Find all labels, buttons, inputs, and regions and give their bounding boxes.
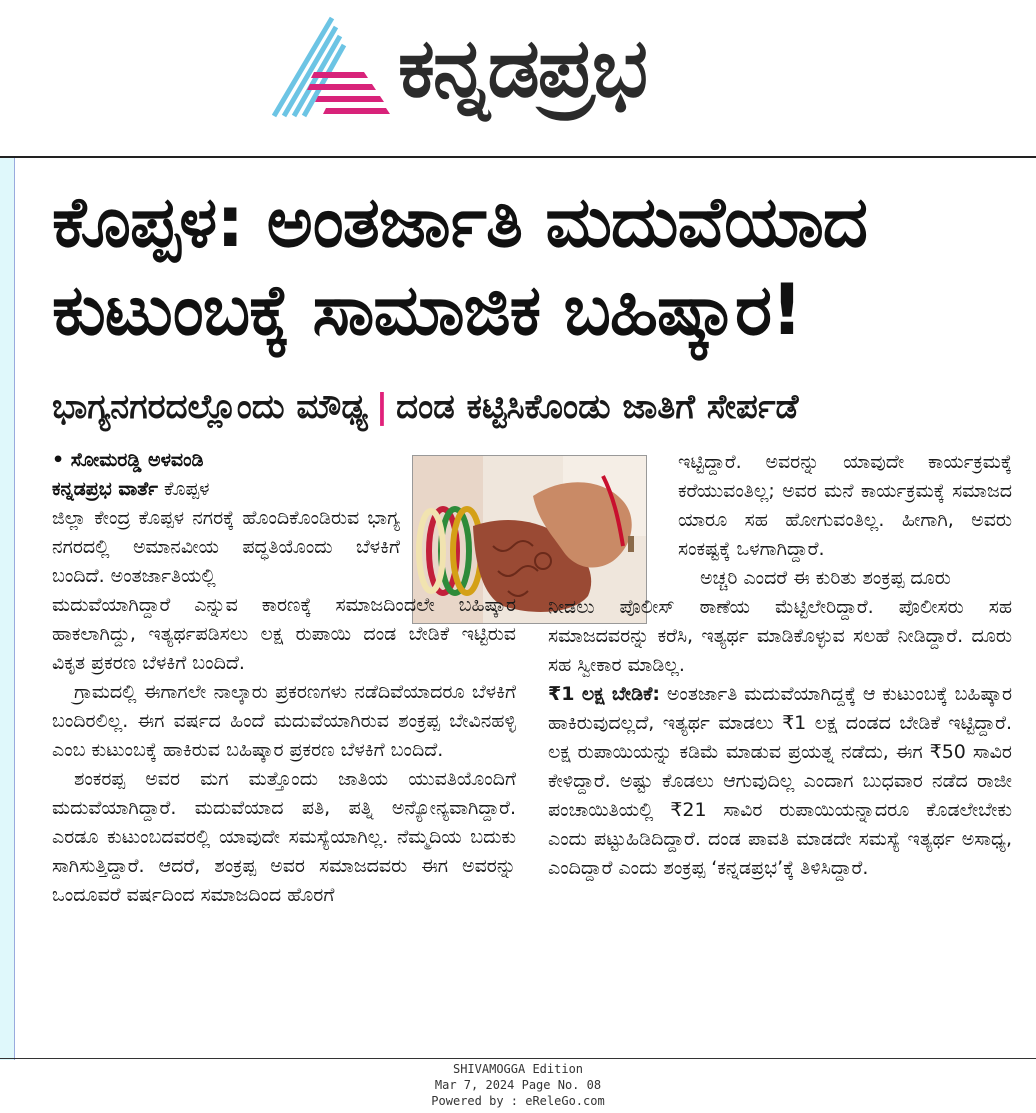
- paragraph-r2-rest: ನೀಡಲು ಪೊಲೀಸ್ ಠಾಣೆಯ ಮೆಟ್ಟಿಲೇರಿದ್ದಾರೆ. ಪೊಲೀಸರು ಸಹ ಸಮಾಜದವರನ್ನು ಕರೆಸಿ, ಇತ್ಯರ್ಥ ಮಾಡಿಕೊಳ್ಳುವ ಸಲಹೆ ನೀಡಿದ್ದಾರೆ. ದೂರು ಸಹ ಸ್ವೀಕಾರ ಮಾಡಿಲ್ಲ.: [548, 596, 1012, 676]
- byline: • ಸೋಮರಡ್ಡಿ ಅಳವಂಡಿ: [52, 449, 204, 471]
- paragraph-2: ಗ್ರಾಮದಲ್ಲಿ ಈಗಾಗಲೇ ನಾಲ್ಕಾರು ಪ್ರಕರಣಗಳು ನಡೆದಿವೆಯಾದರೂ ಬೆಳಕಿಗೆ ಬಂದಿರಲಿಲ್ಲ. ಈಗ ವರ್ಷದ ಹಿಂದೆ ಮದುವೆಯಾಗಿರುವ ಶಂಕ್ರಪ್ಪ ಬೇವಿನಹಳ್ಳಿ ಎಂಬ ಕುಟುಂಬಕ್ಕೆ ಹಾಕಿರುವ ಬಹಿಷ್ಕಾರ ಪ್ರಕರಣ ಬೆಳಕಿಗೆ ಬಂದಿದೆ.: [52, 681, 516, 761]
- page-edge-accent: [0, 158, 15, 1060]
- paragraph-r1: ಇಟ್ಟಿದ್ದಾರೆ. ಅವರನ್ನು ಯಾವುದೇ ಕಾರ್ಯಕ್ರಮಕ್ಕೆ ಕರೆಯುವಂತಿಲ್ಲ; ಅವರ ಮನೆ ಕಾರ್ಯಕ್ರಮಕ್ಕೆ ಸಮಾಜದ ಯಾರೂ ಸಹ ಹೋಗುವಂತಿಲ್ಲ. ಹೀಗಾಗಿ, ಅವರು ಸಂಕಷ್ಟಕ್ಕೆ ಒಳಗಾಗಿದ್ದಾರೆ.: [678, 451, 1012, 560]
- masthead-title: ಕನ್ನಡಪ್ರಭ: [398, 21, 646, 116]
- footer-date-page: Mar 7, 2024 Page No. 08: [434, 1078, 602, 1092]
- subhead-separator: |: [375, 387, 389, 427]
- subheading-demand: ₹1 ಲಕ್ಷ ಬೇಡಿಕೆ:: [548, 683, 661, 705]
- paragraph-r3: [548, 680, 1012, 883]
- subheadline: [52, 384, 1022, 430]
- article-column-right: [548, 448, 1012, 883]
- dateline-place: ಕೊಪ್ಪಳ: [164, 478, 210, 500]
- subhead-right: ದಂಡ ಕಟ್ಟಿಸಿಕೊಂಡು ಜಾತಿಗೆ ಸೇರ್ಪಡೆ: [396, 387, 799, 427]
- dateline: [52, 475, 516, 504]
- paragraph-r3-text: ಅಂತರ್ಜಾತಿ ಮದುವೆಯಾಗಿದ್ದಕ್ಕೆ ಆ ಕುಟುಂಬಕ್ಕೆ ಬಹಿಷ್ಕಾರ ಹಾಕಿರುವುದಲ್ಲದೆ, ಇತ್ಯರ್ಥ ಮಾಡಲು ₹1 ಲಕ್ಷ ದಂಡದ ಬೇಡಿಕೆ ಇಟ್ಟಿದ್ದಾರೆ. ಲಕ್ಷ ರುಪಾಯಿಯನ್ನು ಕಡಿಮೆ ಮಾಡುವ ಪ್ರಯತ್ನ ನಡೆದು, ಈಗ ₹50 ಸಾವಿರ ಕೇಳಿದ್ದಾರೆ. ಅಷ್ಟು ಕೊಡಲು ಆಗುವುದಿಲ್ಲ ಎಂದಾಗ ಬುಧವಾರ ನಡೆದ ರಾಜೀ ಪಂಚಾಯಿತಿಯಲ್ಲಿ ₹21 ಸಾವಿರ ರುಪಾಯಿಯನ್ನಾದರೂ ಕೊಡಲೇಬೇಕು ಎಂದು ಪಟ್ಟುಹಿಡಿದಿದ್ದಾರೆ. ದಂಡ ಪಾವತಿ ಮಾಡದೇ ಸಮಸ್ಯೆ ಇತ್ಯರ್ಥ ಅಸಾಧ್ಯ, ಎಂದಿದ್ದಾರೆ ಎಂದು ಶಂಕ್ರಪ್ಪ ‘ಕನ್ನಡಪ್ರಭ’ಕ್ಕೆ ತಿಳಿಸಿದ್ದಾರೆ.: [548, 683, 1012, 879]
- triangle-stripes-logo-icon: [272, 14, 392, 120]
- article-column-left: [52, 446, 516, 910]
- footer-powered-by: Powered by : eReleGo.com: [431, 1094, 605, 1108]
- header-divider: [0, 156, 1036, 158]
- paragraph-3: ಶಂಕರಪ್ಪ ಅವರ ಮಗ ಮತ್ತೊಂದು ಜಾತಿಯ ಯುವತಿಯೊಂದಿಗೆ ಮದುವೆಯಾಗಿದ್ದಾರೆ. ಮದುವೆಯಾದ ಪತಿ, ಪತ್ನಿ ಅನ್ಯೋನ್ಯವಾಗಿದ್ದಾರೆ. ಎರಡೂ ಕುಟುಂಬದವರಲ್ಲಿ ಯಾವುದೇ ಸಮಸ್ಯೆಯಾಗಿಲ್ಲ. ನೆಮ್ಮದಿಯ ಬದುಕು ಸಾಗಿಸುತ್ತಿದ್ದಾರೆ. ಆದರೆ, ಶಂಕ್ರಪ್ಪ ಅವರ ಸಮಾಜದವರು ಈಗ ಅವರನ್ನು ಒಂದೂವರೆ ವರ್ಷದಿಂದ ಸಮಾಜದಿಂದ ಹೊರಗೆ: [52, 768, 516, 906]
- subhead-left: ಭಾಗ್ಯನಗರದಲ್ಲೊಂದು ಮೌಢ್ಯ: [52, 387, 368, 427]
- dateline-source: ಕನ್ನಡಪ್ರಭ ವಾರ್ತೆ: [52, 478, 158, 500]
- paragraph-1-wrap: ಜಿಲ್ಲಾ ಕೇಂದ್ರ ಕೊಪ್ಪಳ ನಗರಕ್ಕೆ ಹೊಂದಿಕೊಂಡಿರುವ ಭಾಗ್ಯ ನಗರದಲ್ಲಿ ಅಮಾನವೀಯ ಪದ್ಧತಿಯೊಂದು ಬೆಳಕಿಗೆ ಬಂದಿದೆ. ಅಂತರ್ಜಾತಿಯಲ್ಲಿ: [52, 507, 400, 587]
- paragraph-1-rest: ಮದುವೆಯಾಗಿದ್ದಾರೆ ಎನ್ನುವ ಕಾರಣಕ್ಕೆ ಸಮಾಜದಿಂದಲೇ ಬಹಿಷ್ಕಾರ ಹಾಕಲಾಗಿದ್ದು, ಇತ್ಯರ್ಥಪಡಿಸಲು ಲಕ್ಷ ರುಪಾಯಿ ದಂಡ ಬೇಡಿಕೆ ಇಟ್ಟಿರುವ ವಿಕೃತ ಪ್ರಕರಣ ಬೆಳಕಿಗೆ ಬಂದಿದೆ.: [52, 594, 516, 674]
- masthead: [0, 0, 1036, 156]
- footer-edition: SHIVAMOGGA Edition: [452, 1062, 584, 1076]
- paragraph-r2-wrap: ಅಚ್ಚರಿ ಎಂದರೆ ಈ ಕುರಿತು ಶಂಕ್ರಪ್ಪ ದೂರು: [700, 567, 951, 589]
- headline: ಕೊಪ್ಪಳ: ಅಂತರ್ಜಾತಿ ಮದುವೆಯಾದ ಕುಟುಂಬಕ್ಕೆ ಸಾಮಾಜಿಕ ಬಹಿಷ್ಕಾರ!: [52, 181, 868, 351]
- footer-divider: [0, 1058, 1036, 1059]
- footer: [0, 1061, 1036, 1109]
